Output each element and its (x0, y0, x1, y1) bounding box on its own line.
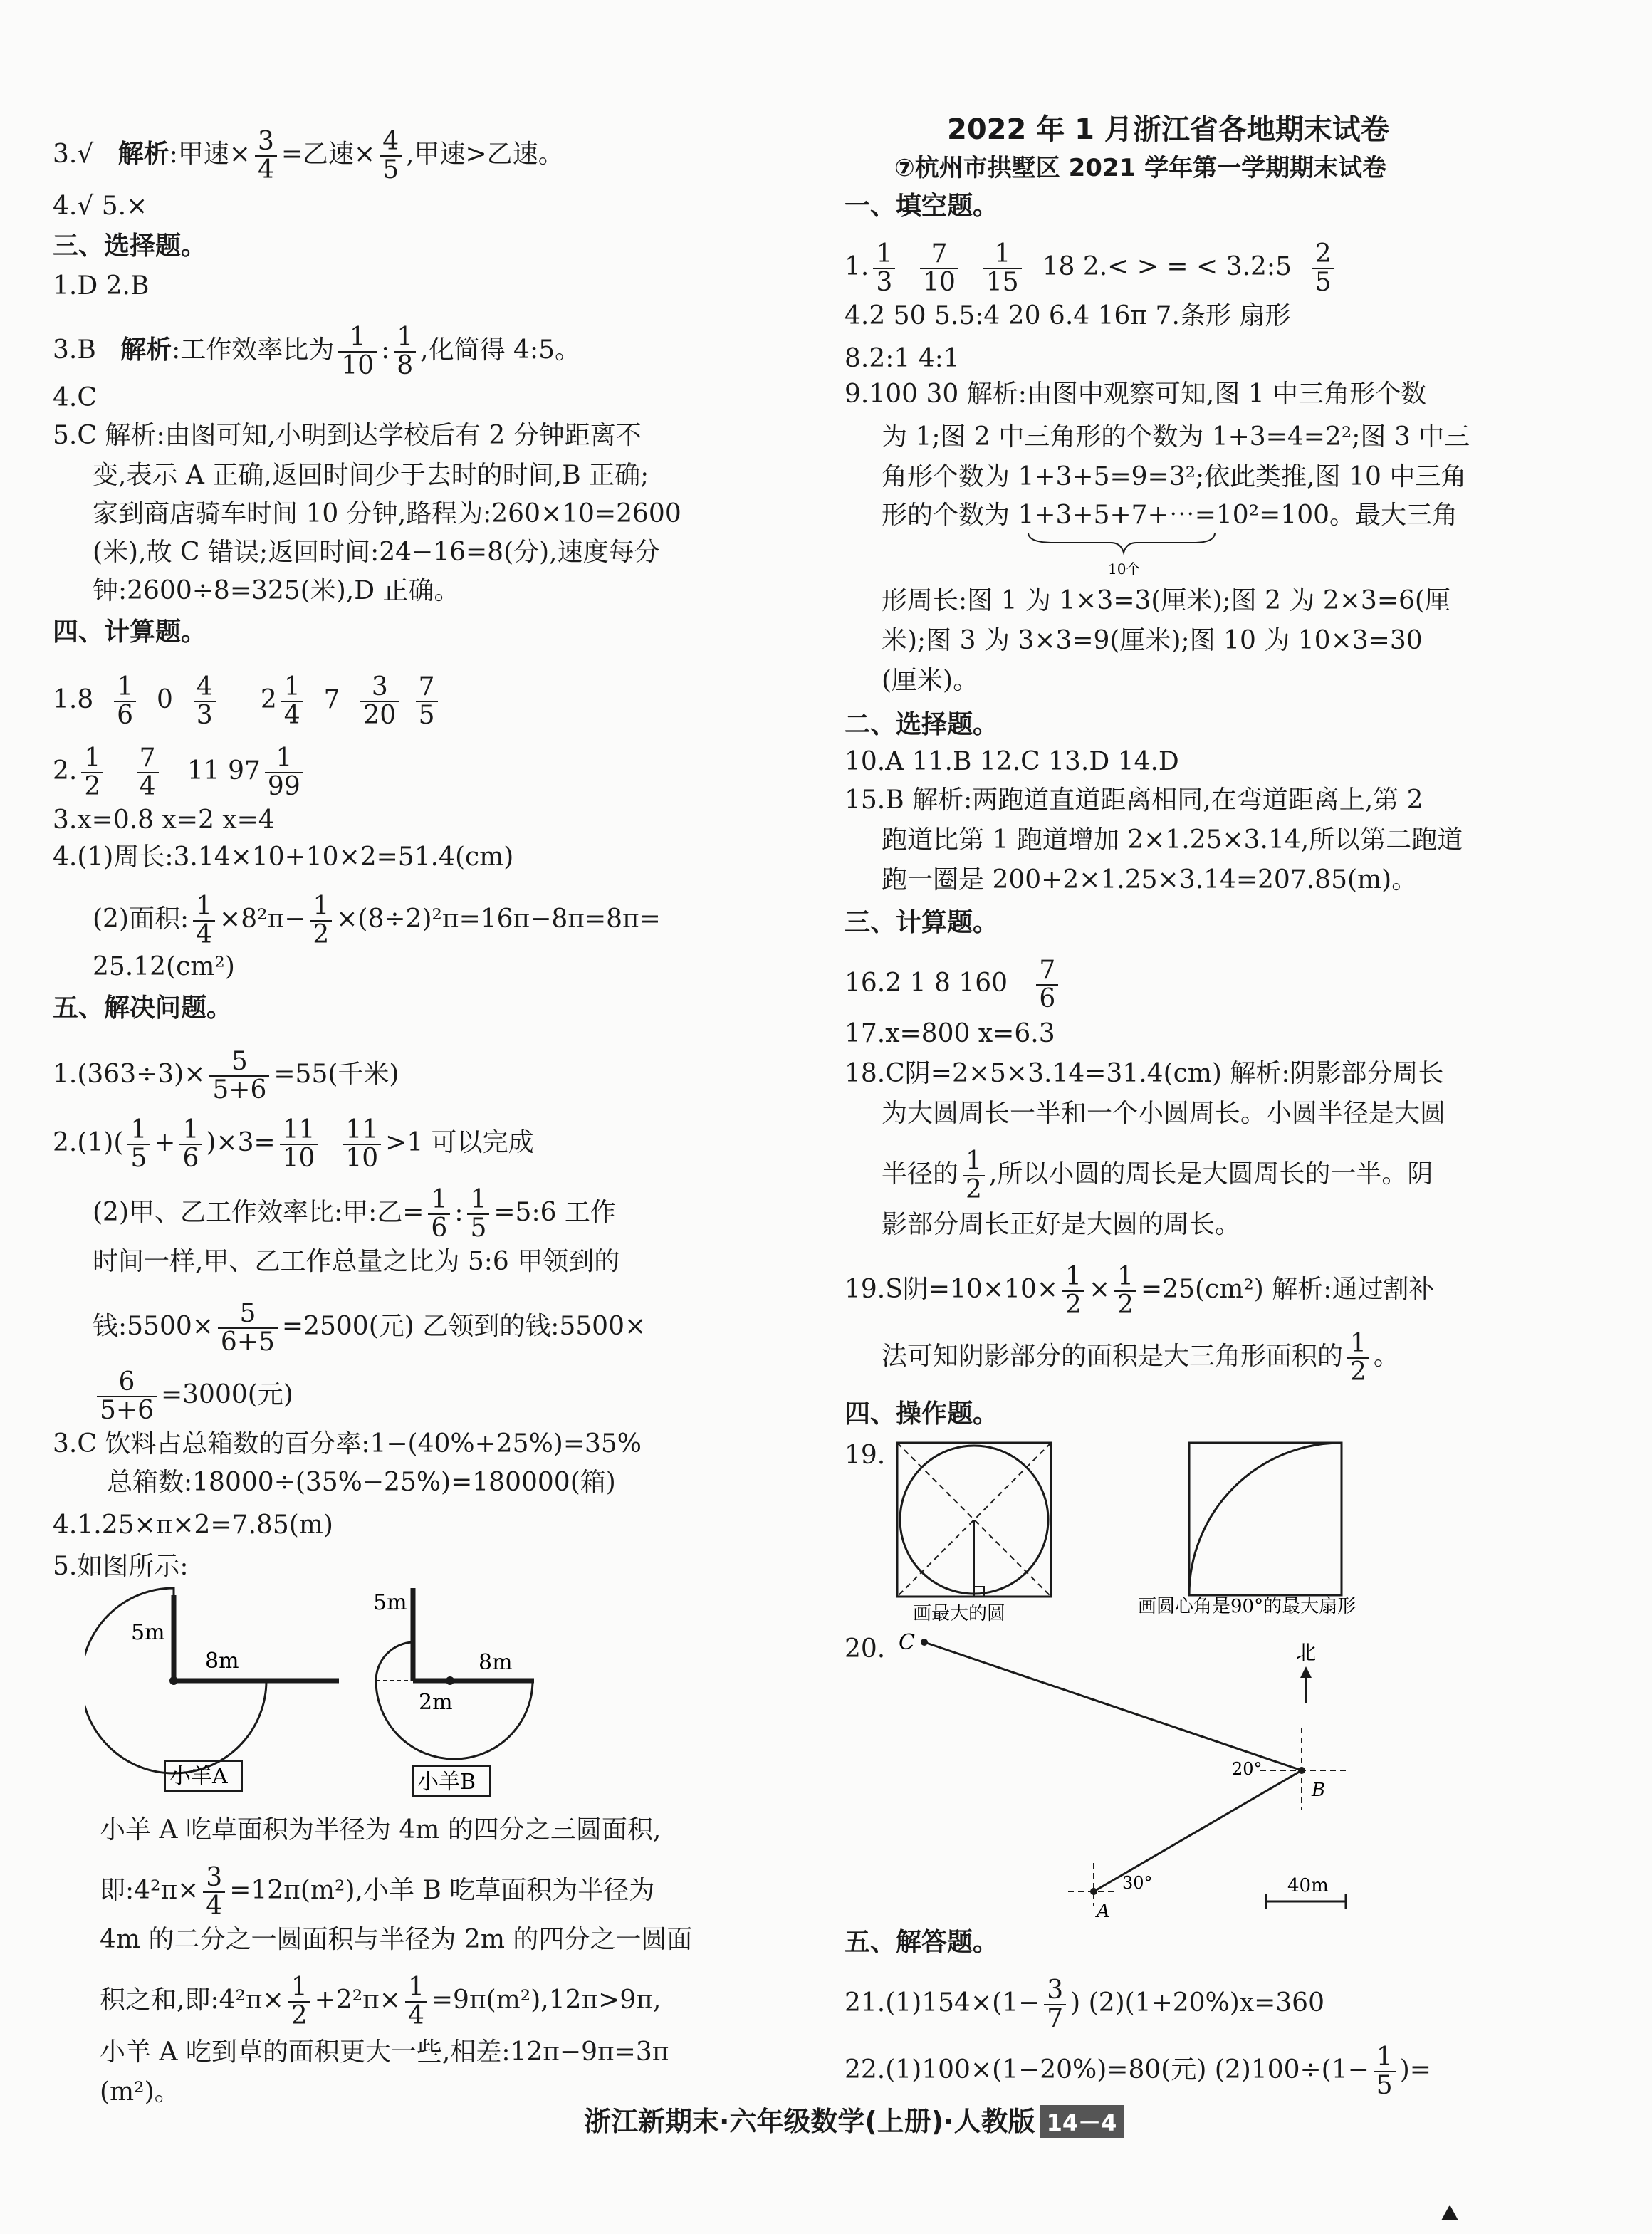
choice-1-2: 1.D 2.B (53, 271, 150, 301)
calc-4a: 4.(1)周长:3.14×10+10×2=51.4(cm) (53, 842, 514, 872)
choice-5-line: 变,表示 A 正确,返回时间少于去时的时间,B 正确; (93, 461, 649, 490)
svg-text:20°: 20° (1232, 1759, 1262, 1779)
caption: 画最大的圆 (913, 1603, 1006, 1624)
largest-circle-figure (897, 1443, 1051, 1624)
radius-label: 5m (131, 1620, 165, 1645)
section-heading: 四、操作题。 (845, 1399, 999, 1429)
para-line: 4m 的二分之一圆面积与半径为 2m 的四分之一圆面 (100, 1925, 693, 1954)
svg-text:40m: 40m (1287, 1875, 1329, 1896)
section-heading: 三、计算题。 (845, 908, 999, 937)
op-20-label: 20. (845, 1634, 886, 1664)
fraction: $\frac{4}{5}$ (380, 128, 402, 184)
solve-3a: 3.C 饮料占总箱数的百分率:1−(40%+25%)=35% (53, 1429, 642, 1458)
choice-15-line: 跑道比第 1 跑道增加 2×1.25×3.14,所以第二跑道 (882, 825, 1463, 855)
calc-4b: (2)面积: $\frac{1}{4}$ ×8²π− $\frac{1}{2}$ ×(8÷2)²π=16π−8π=8π= (93, 892, 661, 949)
direction-map (890, 1621, 1389, 1927)
solve-2b: (2)甲、乙工作效率比:甲:乙= $\frac{1}{6}$ : $\frac{1}{5}$ =5:6 工作 (93, 1185, 616, 1243)
solve-2a: 2.(1)( $\frac{1}{5}$ + $\frac{1}{6}$ )×3= $\frac{11}{10}$ $\frac{11}{10}$ >1 可以完成 (53, 1115, 534, 1173)
fraction: $\frac{1}{8}$ (394, 324, 416, 380)
page-title: 2022 年 1 月浙江省各地期末试卷 (947, 113, 1389, 146)
solve-2d: 钱:5500× $\frac{5}{6+5}$ =2500(元) 乙领到的钱:5500× (93, 1299, 647, 1357)
calc-18-line: 为大圆周长一半和一个小圆周长。小圆半径是大圆 (882, 1099, 1446, 1128)
caption: 画圆心角是90°的最大扇形 (1138, 1596, 1356, 1617)
calc-2: 2. $\frac{1}{2}$ $\frac{7}{4}$ 11 97 $\frac{1}{99}$ (53, 745, 308, 800)
fill-9b-line: (厘米)。 (882, 666, 979, 695)
calc-3: 3.x=0.8 x=2 x=4 (53, 805, 275, 835)
figure-sheep-a (85, 1588, 339, 1791)
choice-5-line: (米),故 C 错误;返回时间:24−16=8(分),速度每分 (93, 538, 660, 567)
answer-22: 22.(1)100×(1−20%)=80(元) (2)100÷(1− $\frac{1}{5}$ )= (845, 2042, 1431, 2100)
small-arc (376, 1642, 413, 1681)
svg-text:2m: 2m (419, 1690, 453, 1715)
section-heading: 四、计算题。 (53, 617, 207, 647)
solve-4: 4.1.25×π×2=7.85(m) (53, 1510, 333, 1540)
point-a (1090, 1888, 1097, 1895)
para-line: 积之和,即:4²π× $\frac{1}{2}$ +2²π× $\frac{1}{4}$ =9π(m²),12π>9π, (100, 1973, 662, 2030)
choice-5-line: 家到商店骑车时间 10 分钟,路程为:260×10=2600 (93, 499, 681, 528)
answer-4-5: 4.√ 5.× (53, 192, 148, 221)
largest-sector-figure (1138, 1443, 1356, 1617)
svg-text:C: C (899, 1630, 915, 1655)
calc-1: 1.8 $\frac{1}{6}$ 0 $\frac{4}{3}$ 2 $\frac{1}{4}$ 7 $\frac{3}{20}$ $\frac{7}{5}$ (53, 674, 442, 729)
choice-15-line: 15.B 解析:两跑道直道距离相同,在弯道距离上,第 2 (845, 785, 1423, 815)
svg-text:小羊B: 小羊B (417, 1770, 476, 1795)
section-heading: 二、选择题。 (845, 710, 999, 739)
solve-3b: 总箱数:18000÷(35%−25%)=180000(箱) (107, 1468, 616, 1497)
calc-19b: 法可知阴影部分的面积是大三角形面积的 $\frac{1}{2}$ 。 (882, 1329, 1399, 1387)
section-heading: 三、选择题。 (53, 231, 207, 261)
choice-4: 4.C (53, 383, 97, 412)
fill-9-line: 9.100 30 解析:由图中观察可知,图 1 中三角形个数 (845, 380, 1427, 409)
choice-5-line: 钟:2600÷8=325(米),D 正确。 (93, 576, 460, 605)
page-footer (584, 2099, 1124, 2139)
svg-text:8m: 8m (479, 1650, 513, 1675)
operation-figures (890, 1436, 1460, 1628)
fill-9b-line: 形周长:图 1 为 1×3=3(厘米);图 2 为 2×3=6(厘 (882, 586, 1450, 615)
svg-text:5m: 5m (373, 1590, 407, 1615)
fill-9-line: 形的个数为 1+3+5+7+⋯=10²=100。最大三角 (882, 501, 1458, 530)
answer-21: 21.(1)154×(1− $\frac{3}{7}$ ) (2)(1+20%)x=360 (845, 1975, 1324, 2033)
section-heading: 五、解答题。 (845, 1928, 999, 1957)
fill-1: 1. $\frac{1}{3}$ $\frac{7}{10}$ $\frac{1}{15}$ 18 2.< > = < 3.2:5 $\frac{2}{5}$ (845, 241, 1339, 296)
fill-9-line: 为 1;图 2 中三角形的个数为 1+3=4=2²;图 3 中三 (882, 422, 1470, 452)
north-arrow-icon (1300, 1666, 1312, 1678)
calc-16: 16.2 1 8 160 $\frac{7}{6}$ (845, 957, 1062, 1013)
corner-triangle-icon (1441, 2205, 1458, 2220)
svg-text:B: B (1312, 1780, 1326, 1801)
fraction: $\frac{1}{10}$ (338, 324, 377, 380)
solve-5: 5.如图所示: (53, 1552, 189, 1581)
underbrace (1025, 530, 1218, 580)
op-19-label: 19. (845, 1441, 886, 1470)
figure-label: 小羊A (169, 1764, 228, 1789)
choice-10-14: 10.A 11.B 12.C 13.D 14.D (845, 747, 1179, 776)
para-line: 小羊 A 吃草面积为半径为 4m 的四分之三圆面积, (100, 1815, 662, 1844)
calc-18-line: 半径的 $\frac{1}{2}$ ,所以小圆的周长是大圆周长的一半。阴 (882, 1147, 1433, 1204)
calc-4c: 25.12(cm²) (93, 952, 235, 981)
sheep-figures (85, 1581, 555, 1816)
para-line: (m²)。 (100, 2077, 180, 2107)
page-number: 14－4 (1040, 2105, 1124, 2138)
point-b (1298, 1767, 1305, 1774)
svg-text:30°: 30° (1122, 1873, 1153, 1893)
fill-9-line: 角形个数为 1+3+5=9=3²;依此类推,图 10 中三角 (882, 462, 1467, 491)
fill-8: 8.2:1 4:1 (845, 344, 960, 373)
choice-15-line: 跑一圈是 200+2×1.25×3.14=207.85(m)。 (882, 865, 1418, 894)
page-subtitle: ⑦杭州市拱墅区 2021 学年第一学期期末试卷 (894, 154, 1387, 182)
calc-19: 19.S阴=10×10× $\frac{1}{2}$ × $\frac{1}{2}$ =25(cm²) 解析:通过割补 (845, 1262, 1435, 1320)
calc-17: 17.x=800 x=6.3 (845, 1019, 1055, 1048)
section-heading: 五、解决问题。 (53, 993, 233, 1023)
wall-label: 8m (205, 1649, 239, 1674)
fraction: $\frac{3}{4}$ (255, 128, 277, 184)
calc-18-line: 18.C阴=2×5×3.14=31.4(cm) 解析:阴影部分周长 (845, 1059, 1444, 1088)
svg-text:A: A (1097, 1901, 1110, 1922)
line-cb (924, 1642, 1302, 1770)
para-line: 即:4²π× $\frac{3}{4}$ =12π(m²),小羊 B 吃草面积为半径为 (100, 1863, 655, 1921)
choice-3: 3.B 解析:工作效率比为 $\frac{1}{10}$ : $\frac{1}{8}$ ,化简得 4:5。 (53, 323, 580, 380)
choice-5-line: 5.C 解析:由图可知,小明到达学校后有 2 分钟距离不 (53, 421, 642, 450)
fill-9b-line: 米);图 3 为 3×3=9(厘米);图 10 为 10×3=30 (882, 626, 1423, 655)
section-heading: 一、填空题。 (845, 192, 999, 221)
footer-title: 浙江新期末·六年级数学(上册)·人教版 (584, 2106, 1035, 2137)
fill-4-7: 4.2 50 5.5:4 20 6.4 16π 7.条形 扇形 (845, 301, 1291, 330)
half-circle (376, 1681, 533, 1759)
calc-18-line: 影部分周长正好是大圆的周长。 (882, 1210, 1241, 1239)
north-label: 北 (1296, 1641, 1317, 1664)
figure-sheep-b (373, 1588, 534, 1796)
solve-1: 1.(363÷3)× $\frac{5}{5+6}$ =55(千米) (53, 1047, 399, 1105)
stake-dot (169, 1676, 178, 1685)
solve-2e: $\frac{6}{5+6}$ =3000(元) (93, 1369, 293, 1424)
svg-text:10个: 10个 (1108, 560, 1141, 578)
answer-3: 3.√ 解析:甲速× $\frac{3}{4}$ =乙速× $\frac{4}{5}$ ,甲速>乙速。 (53, 127, 564, 184)
solve-2c: 时间一样,甲、乙工作总量之比为 5:6 甲领到的 (93, 1247, 620, 1276)
para-line: 小羊 A 吃到草的面积更大一些,相差:12π−9π=3π (100, 2037, 669, 2067)
